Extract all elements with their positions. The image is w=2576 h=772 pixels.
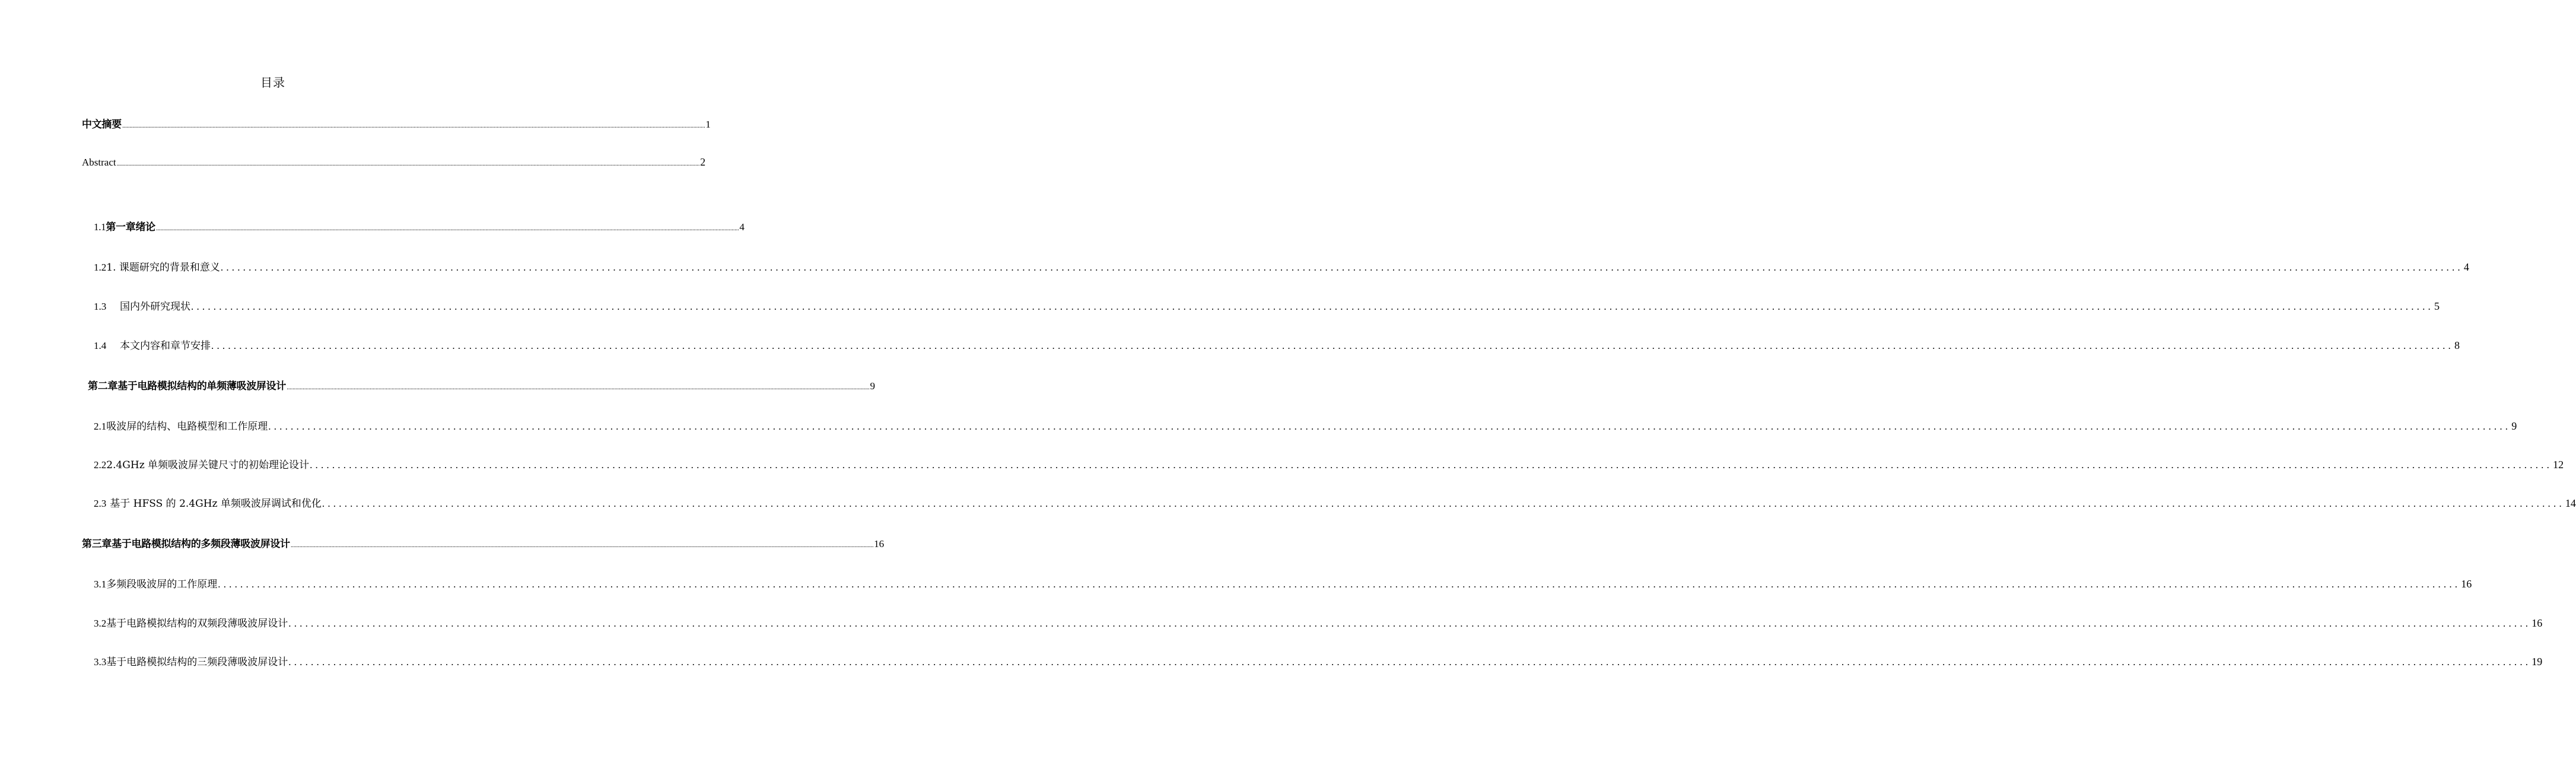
toc-entry-number: 2.3 [94, 498, 107, 509]
toc-entry-chinese-abstract[interactable] [82, 116, 711, 133]
toc-entry-text: 2.4GHz 单频吸波屏关键尺寸的初始理论设计 [106, 459, 310, 471]
toc-entry-title [94, 615, 288, 632]
dot-leader: ................................................................................................................................................................................................................................................................................................................................................................................................................ [322, 498, 2565, 509]
dot-leader: ................................................................................................................................................................................................................................................................................................................................................................................................................ [268, 421, 2511, 432]
toc-entry-title [94, 418, 268, 435]
toc-entry-text: 1. 课题研究的背景和意义 [106, 262, 220, 274]
toc-entry-2-1[interactable] [94, 418, 2517, 434]
dot-leader: ................................................................................................................................................................................................................................................................................................................................................................................................................ [122, 122, 705, 129]
toc-entry-page: 4 [739, 221, 745, 233]
toc-entry-page: 5 [2434, 300, 2440, 312]
dot-leader: ................................................................................................................................................................................................................................................................................................................................................................................................................ [220, 262, 2463, 273]
toc-entry-page: 16 [874, 538, 885, 549]
toc-entry-title [94, 654, 288, 671]
toc-entry-number: 2.2 [94, 459, 107, 471]
toc-entry-title: 第二章基于电路模拟结构的单频薄吸波屏设计 [88, 380, 286, 392]
toc-entry-title: Abstract [82, 157, 116, 168]
toc-entry-2-3[interactable] [94, 495, 2576, 512]
dot-leader: ................................................................................................................................................................................................................................................................................................................................................................................................................ [310, 459, 2553, 471]
dot-leader: ................................................................................................................................................................................................................................................................................................................................................................................................................ [155, 225, 739, 232]
toc-entry-page: 12 [2553, 459, 2564, 471]
toc-entry-title: 第三章基于电路模拟结构的多频段薄吸波屏设计 [82, 538, 290, 550]
toc-entry-page: 16 [2461, 578, 2472, 590]
toc-entry-page: 14 [2565, 497, 2576, 509]
toc-entry-chapter-2[interactable] [88, 378, 875, 395]
toc-entry-1-4[interactable] [94, 337, 2460, 354]
toc-entry-page: 9 [870, 380, 875, 392]
dot-leader: ................................................................................................................................................................................................................................................................................................................................................................................................................ [290, 542, 874, 549]
toc-entry-page: 4 [2463, 261, 2469, 273]
toc-entry-text: 本文内容和章节安排 [120, 340, 211, 352]
toc-entry-1-3[interactable] [94, 298, 2440, 314]
toc-entry-number: 1.3 [94, 301, 107, 312]
toc-entry-2-2[interactable] [94, 456, 2564, 473]
toc-entry-page: 9 [2511, 420, 2517, 432]
toc-entry-number: 3.2 [94, 618, 107, 629]
dot-leader: ................................................................................................................................................................................................................................................................................................................................................................................................................ [191, 301, 2434, 312]
toc-entry-page: 8 [2454, 339, 2460, 351]
toc-entry-1-2[interactable] [94, 259, 2469, 275]
dot-leader: ................................................................................................................................................................................................................................................................................................................................................................................................................ [288, 656, 2532, 668]
toc-heading: 目录 [260, 75, 285, 90]
toc-entry-text: 第一章绪论 [106, 221, 155, 233]
toc-entry-page: 19 [2532, 656, 2543, 668]
toc-entry-3-3[interactable] [94, 653, 2543, 670]
dot-leader: ................................................................................................................................................................................................................................................................................................................................................................................................................ [287, 384, 870, 391]
dot-leader: ................................................................................................................................................................................................................................................................................................................................................................................................................ [211, 340, 2454, 351]
toc-entry-chapter-3[interactable] [82, 536, 885, 552]
toc-entry-1-1[interactable] [94, 219, 745, 236]
toc-entry-page: 16 [2532, 617, 2543, 629]
toc-entry-number: 3.3 [94, 656, 107, 668]
toc-entry-text: 基于 HFSS 的 2.4GHz 单频吸波屏调试和优化 [110, 498, 322, 510]
toc-entry-3-2[interactable] [94, 615, 2543, 631]
toc-entry-title [94, 298, 190, 315]
dot-leader: ................................................................................................................................................................................................................................................................................................................................................................................................................ [116, 160, 700, 167]
toc-entry-3-1[interactable] [94, 576, 2472, 592]
toc-entry-text: 基于电路模拟结构的双频段薄吸波屏设计 [106, 618, 288, 630]
toc-entry-number: 2.1 [94, 421, 107, 432]
toc-entry-number: 3.1 [94, 579, 107, 590]
toc-entry-text: 吸波屏的结构、电路模型和工作原理 [106, 421, 268, 433]
toc-entry-title [94, 457, 309, 474]
toc-entry-title: 中文摘要 [82, 119, 122, 131]
toc-entry-page: 2 [700, 156, 706, 168]
toc-entry-title [94, 338, 211, 354]
toc-entry-title [94, 219, 155, 236]
toc-entry-title [94, 576, 217, 593]
dot-leader: ................................................................................................................................................................................................................................................................................................................................................................................................................ [218, 579, 2461, 590]
toc-entry-number: 1.1 [94, 221, 106, 233]
toc-entry-page: 1 [705, 119, 711, 130]
toc-entry-title [94, 495, 322, 512]
toc-entry-number: 1.2 [94, 262, 107, 273]
toc-entry-number: 1.4 [94, 340, 107, 351]
dot-leader: ................................................................................................................................................................................................................................................................................................................................................................................................................ [288, 618, 2532, 629]
toc-entry-text: 基于电路模拟结构的三频段薄吸波屏设计 [106, 656, 288, 668]
toc-entry-title [94, 259, 220, 276]
toc-entry-text: 国内外研究现状 [120, 301, 190, 313]
toc-entry-abstract[interactable] [82, 154, 706, 170]
toc-entry-text: 多频段吸波屏的工作原理 [106, 579, 218, 590]
